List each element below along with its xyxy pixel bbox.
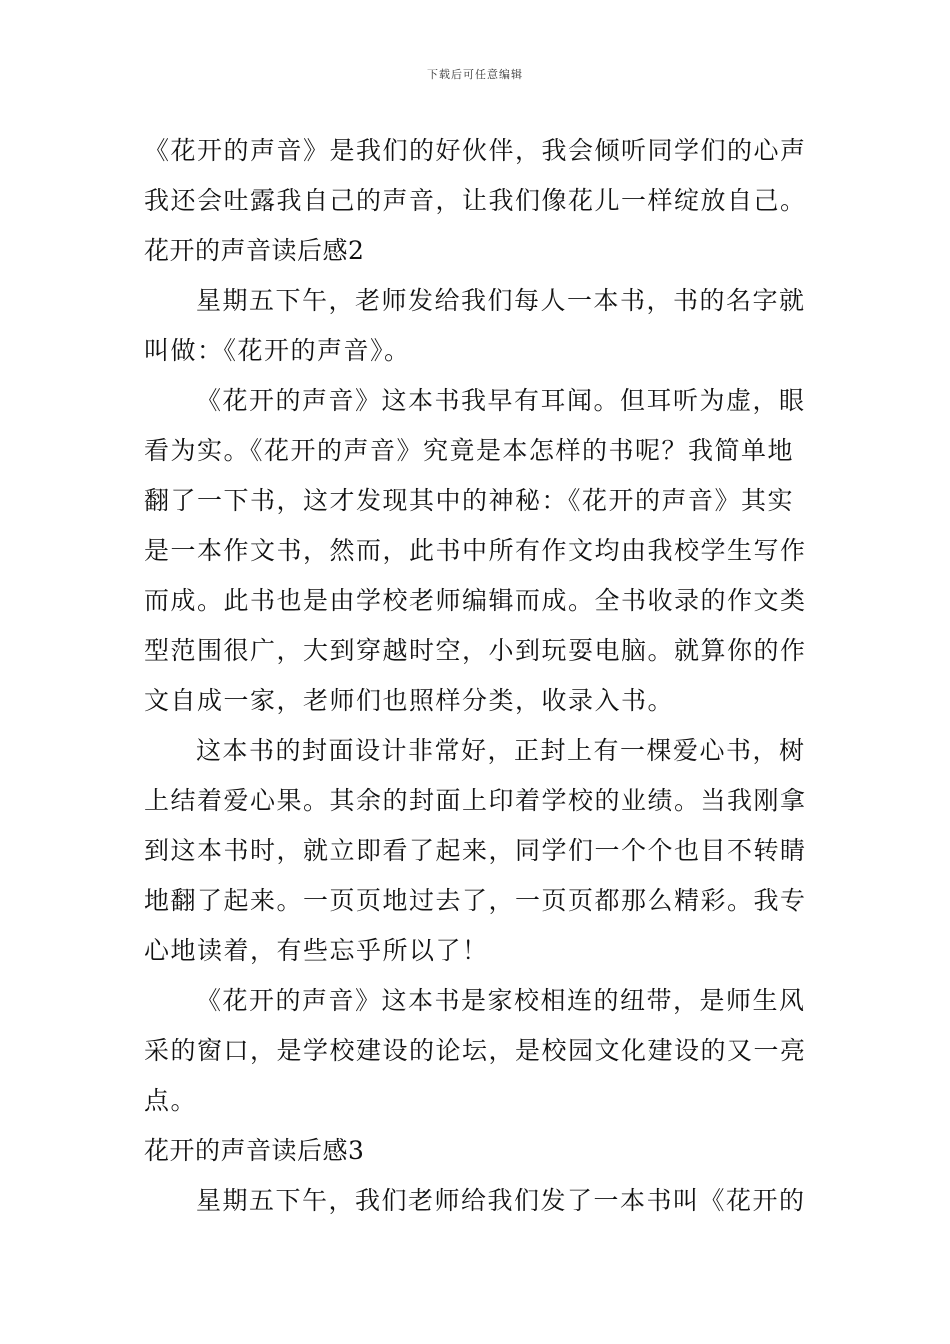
text-line: 到这本书时，就立即看了起来，同学们一个个也目不转睛 xyxy=(144,836,807,865)
text-line: 文自成一家，老师们也照样分类，收录入书。 xyxy=(144,686,675,715)
text-line: 叫做：《花开的声音》。 xyxy=(144,336,411,365)
document-body xyxy=(144,126,806,1226)
text-line: 地翻了起来。一页页地过去了，一页页都那么精彩。我专 xyxy=(144,886,807,915)
text-line: 《花开的声音》这本书我早有耳闻。但耳听为虚，眼 xyxy=(196,386,806,415)
text-line: 看为实。《花开的声音》究竟是本怎样的书呢？我简单地 xyxy=(144,436,795,465)
text-line: 星期五下午，我们老师给我们发了一本书叫《花开的 xyxy=(196,1186,806,1215)
text-line: 《花开的声音》这本书是家校相连的纽带，是师生风 xyxy=(196,986,806,1015)
text-line: 我还会吐露我自己的声音，让我们像花儿一样绽放自己。 xyxy=(144,186,807,215)
header-note: 下载后可任意编辑 xyxy=(427,68,523,81)
text-line: 采的窗口，是学校建设的论坛，是校园文化建设的又一亮 xyxy=(144,1036,807,1065)
text-line: 是一本作文书，然而，此书中所有作文均由我校学生写作 xyxy=(144,536,807,565)
text-line: 上结着爱心果。其余的封面上印着学校的业绩。当我刚拿 xyxy=(144,786,807,815)
text-line: 星期五下午，老师发给我们每人一本书，书的名字就 xyxy=(196,286,806,315)
text-line: 而成。此书也是由学校老师编辑而成。全书收录的作文类 xyxy=(144,586,807,615)
text-line: 这本书的封面设计非常好，正封上有一棵爱心书，树 xyxy=(196,736,806,765)
text-line: 翻了一下书，这才发现其中的神秘：《花开的声音》其实 xyxy=(144,486,795,515)
section-heading: 花开的声音读后感3 xyxy=(144,1136,365,1165)
text-line: 《花开的声音》是我们的好伙伴，我会倾听同学们的心声 xyxy=(144,136,807,165)
text-line: 心地读着，有些忘乎所以了！ xyxy=(144,936,489,965)
text-line: 型范围很广，大到穿越时空，小到玩耍电脑。就算你的作 xyxy=(144,636,807,665)
text-line: 点。 xyxy=(144,1086,198,1115)
section-heading: 花开的声音读后感2 xyxy=(144,236,365,265)
